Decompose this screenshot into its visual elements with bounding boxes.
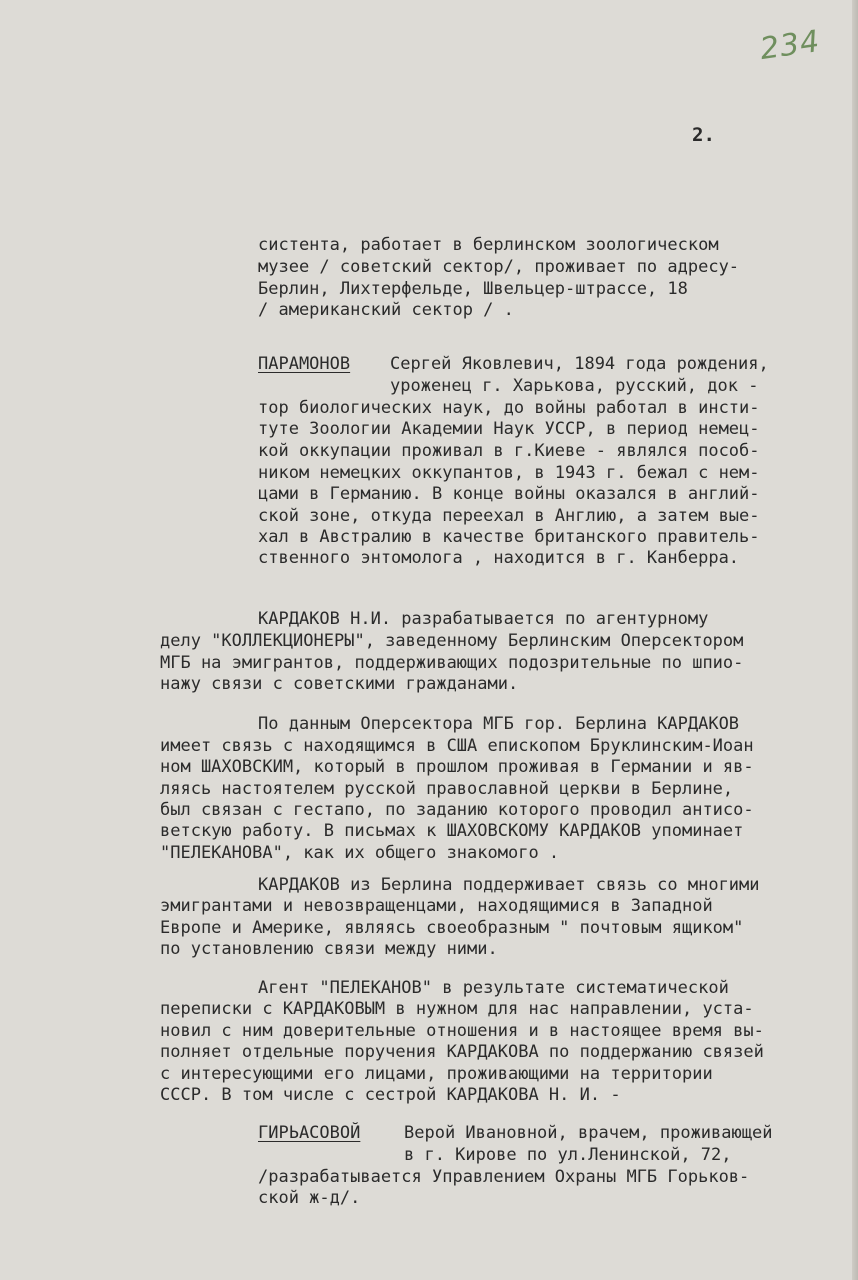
text-line: новил с ним доверительные отношения и в настоящее время вы- — [160, 1021, 764, 1041]
text-line: хал в Австралию в качестве британского правитель- — [258, 527, 760, 547]
text-line: СССР. В том числе с сестрой КАРДАКОВА Н. И. - — [160, 1085, 621, 1105]
text-line: полняет отдельные поручения КАРДАКОВА по поддержанию связей — [160, 1042, 764, 1062]
page-number: 2. — [692, 124, 715, 146]
text-line: цами в Германию. В конце войны оказался в англий- — [258, 484, 760, 504]
text-line: МГБ на эмигрантов, поддерживающих подозрительные по шпио- — [160, 653, 744, 673]
text-line: был связан с гестапо, по заданию которого проводил антисо- — [160, 800, 754, 820]
text-line: По данным Оперсектора МГБ гор. Берлина КАРДАКОВ — [258, 714, 740, 734]
text-line: КАРДАКОВ из Берлина поддерживает связь со многими — [258, 875, 760, 895]
text-line: по установлению связи между ними. — [160, 939, 498, 959]
text-line: музее / советский сектор/, проживает по адресу- — [258, 257, 740, 277]
text-line: Агент "ПЕЛЕКАНОВ" в результате систематической — [258, 978, 729, 998]
text-line: / американский сектор / . — [258, 300, 514, 320]
text-line: эмигрантами и невозвращенцами, находящимися в Западной — [160, 896, 713, 916]
text-line: тор биологических наук, до войны работал в инсти- — [258, 398, 760, 418]
text-line: Берлин, Лихтерфельде, Швельцер-штрассе, 18 — [258, 279, 688, 299]
text-line: делу "КОЛЛЕКЦИОНЕРЫ", заведенному Берлинским Оперсектором — [160, 631, 744, 651]
text-line: КАРДАКОВ Н.И. разрабатывается по агентурному — [258, 609, 709, 629]
text-line: имеет связь с находящимся в США епископом Бруклинским-Иоан — [160, 736, 754, 756]
text-line: "ПЕЛЕКАНОВА", как их общего знакомого . — [160, 843, 560, 863]
text-line: Сергей Яковлевич, 1894 года рождения, — [390, 354, 769, 374]
text-line: кой оккупации проживал в г.Киеве - являлся пособ- — [258, 441, 760, 461]
surname-paramonov: ПАРАМОНОВ — [258, 354, 351, 374]
text-line: Европе и Америке, являясь своеобразным " почтовым ящиком" — [160, 918, 744, 938]
text-line: /разрабатывается Управлением Охраны МГБ Горьков- — [258, 1167, 750, 1187]
text-line: ской ж-д/. — [258, 1188, 361, 1208]
text-line: систента, работает в берлинском зоологическом — [258, 235, 719, 255]
text-line: ственного энтомолога , находится в г. Канберра. — [258, 548, 740, 568]
text-line: переписки с КАРДАКОВЫМ в нужном для нас направлении, уста- — [160, 999, 754, 1019]
text-line: ном ШАХОВСКИМ, который в прошлом проживая в Германии и яв- — [160, 757, 754, 777]
text-line: ветскую работу. В письмах к ШАХОВСКОМУ КАРДАКОВ упоминает — [160, 821, 744, 841]
text-line: туте Зоологии Академии Наук УССР, в период немец- — [258, 419, 760, 439]
text-line: с интересующими его лицами, проживающими на территории — [160, 1064, 713, 1084]
text-line: Верой Ивановной, врачем, проживающей — [404, 1123, 773, 1143]
text-line: уроженец г. Харькова, русский, док - — [390, 376, 759, 396]
surname-girbasova: ГИРЬАСОВОЙ — [258, 1123, 361, 1143]
text-line: ником немецких оккупантов, в 1943 г. бежал с нем- — [258, 463, 760, 483]
page-edge — [852, 0, 858, 1280]
text-line: ляясь настоятелем русской православной церкви в Берлине, — [160, 779, 734, 799]
text-line: нажу связи с советскими гражданами. — [160, 674, 519, 694]
text-line: ской зоне, откуда переехал в Англию, а затем вые- — [258, 506, 760, 526]
archive-page-number: 234 — [757, 23, 823, 68]
text-line: в г. Кирове по ул.Ленинской, 72, — [404, 1145, 732, 1165]
